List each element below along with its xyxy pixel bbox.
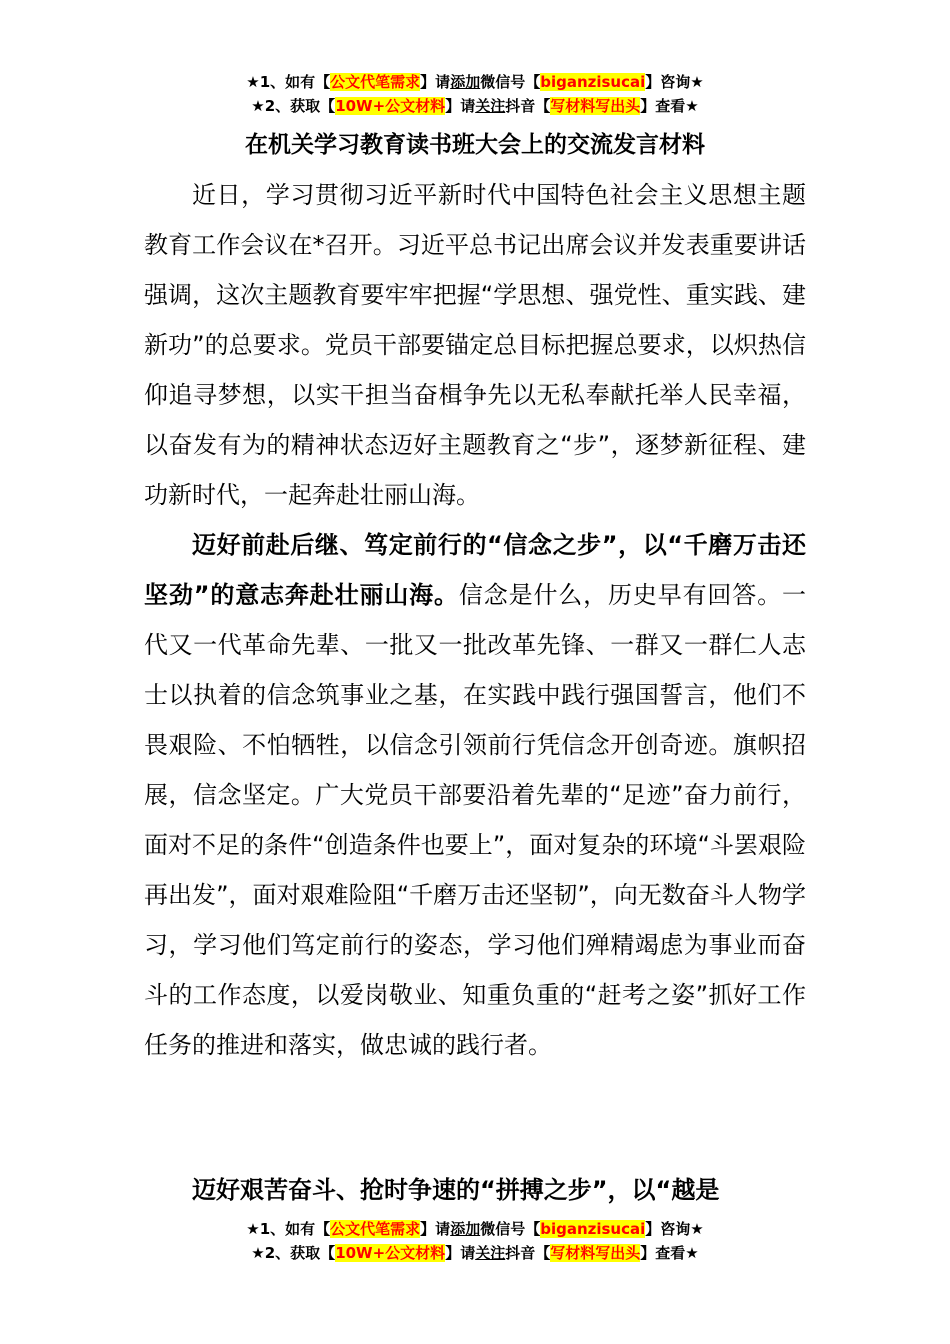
underlined-text: 关注 [475,97,506,115]
notice-line-1 [0,70,950,94]
notice-text: ★1、如有【 [246,73,331,91]
paragraph-belief [144,520,806,1070]
highlight-wechat-id: biganzisucai [540,1220,646,1238]
paragraph-intro: 近日，学习贯彻习近平新时代中国特色社会主义思想主题教育工作会议在*召开。习近平总书记出席会议并发表重要讲话强调，这次主题教育要牢牢把握“学思想、强党性、重实践、建新功”的总要求。党员干部要锚定总目标把握总要求，以炽热信仰追寻梦想，以实干担当奋楫争先以无私奉献托举人民幸福，以奋发有为的精神状态迈好主题教育之“步”，逐梦新征程、建功新时代，一起奔赴壮丽山海。 [144,181,806,509]
notice-line-2 [0,94,950,118]
notice-text: 】查看★ [640,1244,699,1262]
footer-notice [0,1217,950,1265]
paragraph-heading-next: 迈好艰苦奋斗、抢时争速的“拼搏之步”，以“越是 [192,1176,720,1204]
highlight-materials: 10W+公文材料 [335,1244,446,1262]
notice-text: 】请 [420,1220,451,1238]
notice-text: ★2、获取【 [251,97,336,115]
notice-text: 抖音【 [505,1244,551,1262]
paragraph-heading: 迈好前赴后继、笃定前行的“信念之步”，以“千磨万击还坚劲”的意志奔赴壮丽山海。 [144,531,806,609]
notice-text: 】请 [445,97,476,115]
highlight-douyin: 写材料写出头 [550,1244,641,1262]
header-notice [0,70,950,118]
notice-text: 】咨询★ [645,73,704,91]
document-body [144,170,806,1070]
notice-text: 】请 [445,1244,476,1262]
document-title: 在机关学习教育读书班大会上的交流发言材料 [245,132,705,158]
paragraph-text: 信念是什么，历史早有回答。一代又一代革命先辈、一批又一批改革先锋、一群又一群仁人志士以执着的信念筑事业之基，在实践中践行强国誓言，他们不畏艰险、不怕牺牲，以信念引领前行凭信念开创奇迹。旗帜招展，信念坚定。广大党员干部要沿着先辈的“足迹”奋力前行，面对不足的条件“创造条件也要上”，面对复杂的环境“斗罢艰险再出发”，面对艰难险阻“千磨万击还坚韧”，向无数奋斗人物学习，学习他们笃定前行的姿态，学习他们殚精竭虑为事业而奋斗的工作态度，以爱岗敬业、知重负重的“赶考之姿”抓好工作任务的推进和落实，做忠诚的践行者。 [144,581,806,1059]
notice-text: ★1、如有【 [246,1220,331,1238]
notice-text: 微信号【 [480,73,541,91]
notice-text: 抖音【 [505,97,551,115]
highlight-materials: 10W+公文材料 [335,97,446,115]
underlined-text: 关注 [475,1244,506,1262]
notice-line-2 [0,1241,950,1265]
notice-line-1 [0,1217,950,1241]
notice-text: 】查看★ [640,97,699,115]
highlight-douyin: 写材料写出头 [550,97,641,115]
notice-text: 】咨询★ [645,1220,704,1238]
notice-text: ★2、获取【 [251,1244,336,1262]
notice-text: 】请 [420,73,451,91]
highlight-service: 公文代笔需求 [330,73,421,91]
underlined-text: 添加 [450,1220,481,1238]
underlined-text: 添加 [450,73,481,91]
highlight-wechat-id: biganzisucai [540,73,646,91]
notice-text: 微信号【 [480,1220,541,1238]
highlight-service: 公文代笔需求 [330,1220,421,1238]
